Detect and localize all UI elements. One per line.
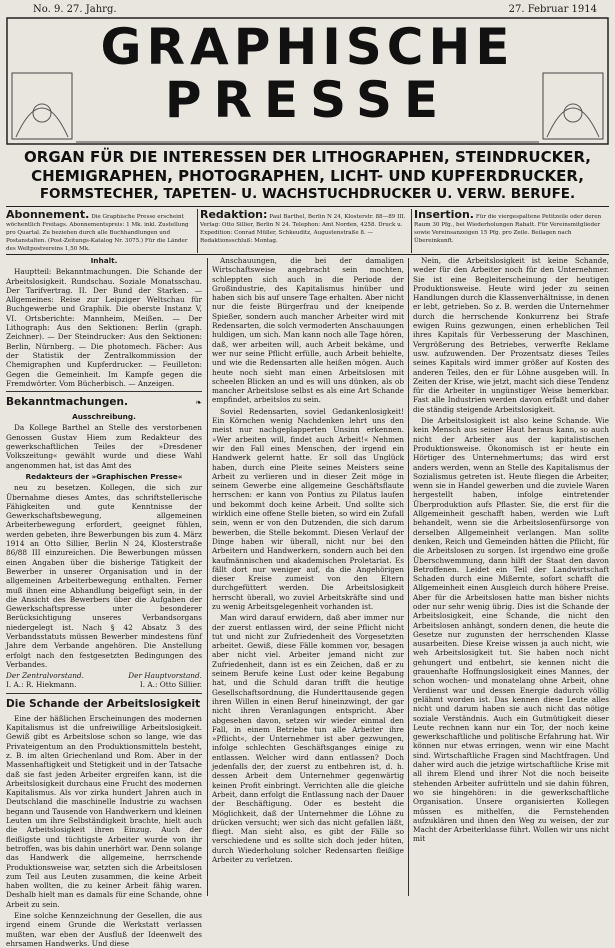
redaktion-text: Paul Barthel, Berlin N 24, Klosterstr. 88—89 III. Verlag: Otto Sillier, Berlin N 24. Telephon: Amt Norden, 4258. Druck u. Expedition: Conrad Müller, Schkeuditz, Augustenstraße 8. — Redaktionsschluß: Montag.	[200, 214, 406, 244]
schande-paragraph: Eine solche Kennzeichnung der Gesellen, die aus irgend einem Grunde die Werkstatt verlassen mußten, war eben der Ausfluß der Ideenwelt des ehrsamen Handwerks. Und diese	[6, 911, 202, 948]
article-paragraph: Nein, die Arbeitslosigkeit ist keine Schande, weder für den Arbeiter noch für den Unternehmer. Sie ist eine Begleiterscheinung der heutigen Produktionsweise. Heute wird jeder zu seinen Handlungen durch die Klassenverhältnisse, in denen er lebt, getrieben. So z. B. werden die Unternehmer durch die herrschende Konkurrenz bei Strafe ewigen Ruins gezwungen, einen erheblichen Teil ihres Kapitals für Verbesserung der Maschinen, Vergrößerung des Betriebes, verwerfte Reklame usw. aufzuwenden. Der Prozentsatz dieses Teiles seines Kapitals wird immer größer auf Kosten des anderen Teiles, den er für Löhne ausgeben will. In Zeiten der Krise, wie jetzt, macht sich diese Tendenz für die Arbeiter in ungünstiger Weise bemerkbar. Fast alle Industrien werden davon erfaßt und daher die ständig steigende Arbeitslosigkeit.	[413, 256, 609, 414]
redakteur-heading: Redakteurs der »Graphischen Presse«	[25, 471, 183, 481]
schande-paragraph: Eine der häßlichen Erscheinungen des modernen Kapitalismus ist die unfreiwillige Arbeitslosigkeit. Gewiß gibt es Arbeitslose schon so lange, wie das Privateigentum an den Produktionsmitteln besteht, z. B. im alten Griechenland und Rom. Aber in der Massenhaftigkeit und Stetigkeit und in der Tatsache daß sie fast jeden Arbeiter ergreifen kann, ist die Arbeitslosigkeit durchaus eine Frucht des modernen Kapitalismus. Als vor zirka hundert Jahren auch in Deutschland die maschinelle Industrie zu wachsen begann und Tausende von Handwerkern und kleinen Leuten um ihre Selbständigkeit brachte, hielt auch die Arbeitslosigkeit ihren Einzug. Auch der fleißigste und tüchtigste Arbeiter wurde von ihr betroffen, was bis dahin unerhört war. Denn solange das Handwerk die allgemeine, herrschende Produktionsweise war, setzten sich die Arbeitslosen zum Teil aus Leuten zusammen, die keine Arbeit haben wollten, die zu keiner Arbeit fähig waren. Deshalb hielt man es damals für eine Schande, ohne Arbeit zu sein.	[6, 713, 202, 909]
signature-hiekmann: I. A.: R. Hiekmann.	[6, 680, 77, 690]
issue-number: No. 9. 27. Jahrg.	[33, 4, 117, 15]
signature-zentralvorstand: Der Zentralvorstand.	[6, 671, 84, 681]
article-paragraph: Anschauungen, die bei der damaligen Wirtschaftsweise angebracht sein mochten, schleppten sich auch in die Periode der Großindustrie, des Kapitalismus hinüber und haben sich bis auf unsere Tage erhalten. Aber nicht nur die feiste Bürgerfrau und der kneipende Spießer, sondern auch mancher Arbeiter wird mit Redensarten, die solch vermoderten Anschauungen huldigen, um sich. Man kann noch alle Tage hören, daß, wer arbeiten will, auch Arbeit bekäme, und wer nur seine Pflicht erfülle, auch Arbeit behielte, und wie die Redensarten alle heißen mögen. Auch heute noch sieht man einen Arbeitslosen mit scheelen Blicken an und es will uns dünken, als ob mancher Arbeitslose selbst es als eine Art Schande empfindet, arbeitslos zu sein.	[212, 256, 404, 405]
insertion-heading: Insertion.	[414, 208, 474, 221]
article-paragraph: Man wird darauf erwidern, daß aber immer nur der zuerst entlassen wird, der seine Pflicht nicht tut und nicht zur Zufriedenheit des Vorgesetzten arbeitet. Gewiß, diese Fälle kommen vor, besagen aber nicht viel. Arbeiter jemand nicht zur Zufriedenheit, dann ist es ein Zeichen, daß er zu seinem Berufe keine Lust oder keine Begabung hat, und die Schuld daran trifft die heutige Gesellschaftsordnung, die Hunderttausende gegen ihren Willen in einen Beruf hineinzwingt, der gar nicht ihren Veranlagungen entspricht. Aber abgesehen davon, setzen wir wieder einmal den Fall, in einem Betriebe tun alle Arbeiter ihre »Pflicht«, der Unternehmer ist aber gezwungen, infolge schlechten Geschäftsganges einige zu entlassen. Welcher wird dann entlassen? Doch jedenfalls der, der zuerst zu entbehren ist, d. h. dessen Arbeit dem Unternehmer gegenwärtig keinen Profit einbringt. Verrichten alle die gleiche Arbeit, dann erfolgt die Entlassung nach der Dauer der Beschäftigung. Oder es besteht die Möglichkeit, daß der Unternehmer die Löhne zu drücken versucht; wer sich das nicht gefallen läßt, fliegt. Man sieht also, es gibt der Fälle so verschiedene und es sollte sich doch jeder hüten, durch Wiederholung solcher Redensarten fleißige Arbeiter zu verletzen.	[212, 613, 404, 864]
bekanntmachungen-heading	[6, 396, 202, 409]
abonnement-heading: Abonnement.	[6, 208, 90, 221]
bekanntmachungen-title: Bekanntmachungen.	[6, 396, 128, 409]
signature-row	[6, 680, 202, 689]
insertion-box	[414, 209, 610, 253]
article-paragraph: Soviel Redensarten, soviel Gedankenlosigkeit! Ein Körnchen wenig Nachdenken lehrt uns den meist nur nachgeplapperten Unsinn erkennen. »Wer arbeiten will, findet auch Arbeit!« Nehmen wir den Fall eines Menschen, der irgend ein Handwerk gelernt hatte. Er soll das Unglück haben, durch eine Pleite seines Meisters seine Arbeit zu verlieren und in dieser Zeit möge in seinem Gewerbe eine allgemeine Geschäftsflaute herrschen: er kann von Pontius zu Pilatus laufen und bekommt doch keine Arbeit. Und sollte sich wirklich eine offene Stelle bieten, so wird ein Zufall sein, wenn er von den Dutzenden, die sich darum bewerben, die Stelle bekommt. Diesen Verlauf der Dinge haben wir überall, nicht nur bei den Arbeitern und Handwerkern, sondern auch bei den kaufmännischen und akademischen Proletariat. Es fällt dort nur weniger auf, da die Angehörigen dieser Kreise zumeist von den Eltern durchgefüttert werden. Die Arbeitslosigkeit herrscht überall, wo zuviel Arbeitskräfte sind und zu wenig Arbeitsgelegenheit vorhanden ist.	[212, 406, 404, 611]
ausschreibung-heading: Ausschreibung.	[72, 412, 136, 422]
redaktion-box	[200, 209, 408, 253]
signature-row	[6, 671, 202, 680]
info-divider	[411, 209, 412, 253]
masthead-title-line2: PRESSE	[164, 71, 451, 129]
section-rule	[6, 391, 202, 392]
column-divider	[408, 258, 409, 896]
info-rule	[6, 254, 609, 255]
column-divider	[207, 258, 208, 896]
abonnement-text: Die Graphische Presse erscheint wöchentlich Freitags. Abonnementspreis: 1 Mk. inkl. Zustellung pro Quartal. Zu beziehen durch alle Buchhandlungen und Postanstalten. (Post-Zeitungs-Katalog Nr. 3075.) Für die Länder des Weltpostvereins 1,50 Mk.	[6, 214, 189, 252]
info-divider	[197, 209, 198, 253]
signature-hauptvorstand: Der Hauptvorstand.	[128, 671, 202, 681]
masthead-title-line1: GRAPHISCHE	[100, 18, 515, 76]
article-paragraph: Die Arbeitslosigkeit ist also keine Schande. Wie kein Mensch aus seiner Haut heraus kann, so auch nicht der Arbeiter aus der kapitalistischen Produktionsweise. Ökonomisch ist er heute ein Hörtiger des Unternehmertums; das wird erst anders werden, wenn an Stelle des Kapitalismus der Sozialismus getreten ist. Heute fliegen die Arbeiter, wenn sie in Handel gewerben und die zuviele Waren hergestellt haben, infolge eintretender Überproduktion aufs Pflaster. Sie, die erst für die Allgemeinheit geschafft haben, werden wie Luft behandelt, wenn sie die Arbeitslosenfürsorge von derselben Allgemeinheit verlangen. Man sollte denken, Reich und Gemeinden hätten die Pflicht, für die Arbeitslosen zu sorgen. Ist irgendwo eine große Überschwemmung, dann hilft der Staat den davon Betroffenen. Leidet ein Teil der Landwirtschaft Schaden durch eine Mißernte, sofort schafft die Allgemeinheit einen Ausgleich durch höhere Preise. Aber für die Arbeitslosen hatte man bisher nichts oder nur sehr wenig übrig. Dies ist die Schande der Arbeitslosigkeit, eine Schande, die nicht den Arbeitslosen anhängt, sondern denen, die heute die Gesetze nur zugunsten der herrschenden Klasse ausarbeiten. Diese Kreise wissen ja auch nicht, wie weh Arbeitslosigkeit tut. Sie haben noch nicht gehungert und entbehrt, sie kennen nicht die grauenhafte Hoffnungslosigkeit eines Mannes, der schon wochen- und monatelang ohne Arbeit, ohne Verdienst war und dessen Energie dadurch völlig gelähmt worden ist. Das kennen diese Leute alles nicht und darum haben sie auch nicht das nötige soziale Verständnis. Auch ein Gutmütigkeit dieser Leute rechnen kann nur ein Tor, der noch keine gewerkschaftliche und politische Erfahrung hat. Wir können nur etwas erringen, wenn wir eine Macht sind. Wirtschaftliche Fragen sind Machtfragen. Und daher wird auch die jetzige wirtschaftliche Krise mit all ihrem Elend und ihrer Not die noch beiseite stehenden Arbeiter aufrütteln und sie dahin führen, wo sie hingehören: in die gewerkschaftliche Organisation. Unsere organisierten Kollegen müssen es mithelfen, die Fernstehenden aufzuklären und ihnen den Weg zu weisen, der zur Macht der Arbeiterklasse führt. Wollen wir uns nicht mit	[413, 416, 609, 844]
abonnement-box	[6, 209, 194, 253]
ausschreibung-text: Da Kollege Barthel an Stelle des verstorbenen Genossen Gustav Hiem zum Redakteur des gewerkschaftlichen Teiles der »Dresdener Volkszeitung« gewählt wurde und diese Wahl angenommen hat, ist das Amt des	[6, 423, 202, 470]
subtitle-line-2: CHEMIGRAPHEN, PHOTOGRAPHEN, LICHT- UND KUPFERDRUCKER,	[31, 167, 584, 185]
schande-heading: Die Schande der Arbeitslosigkeit	[6, 697, 201, 710]
signature-sillier: I. A.: Otto Sillier.	[139, 680, 202, 690]
issue-date: 27. Februar 1914	[508, 4, 597, 15]
top-rule	[6, 206, 609, 207]
column-1	[6, 256, 202, 948]
inhalt-heading: Inhalt.	[90, 256, 118, 265]
section-rule	[6, 693, 202, 694]
column-2	[212, 256, 404, 896]
masthead	[6, 17, 609, 145]
column-3	[413, 256, 609, 896]
subtitle-line-3: FORMSTECHER, TAPETEN- U. WACHSTUCHDRUCKER U. VERW. BERUFE.	[39, 186, 576, 202]
ornament-icon: ❧	[195, 398, 202, 408]
subtitle-line-1: ORGAN FÜR DIE INTERESSEN DER LITHOGRAPHEN, STEINDRUCKER,	[24, 148, 591, 166]
redaktion-heading: Redaktion:	[200, 208, 268, 221]
redakteur-text: neu zu besetzen. Kollegen, die sich zur Übernahme dieses Amtes, das schriftstellerische Fähigkeiten und gute Kenntnisse der Gewerkschaftsbewegung, allgemeinen Arbeiterbewegung erfordert, geeignet fühlen, werden gebeten, ihre Bewerbungen bis zum 4. März 1914 an Otto Sillier, Berlin N 24, Klosterstraße 86/88 III einzureichen. Die Bewerbungen müssen einen Angaben über die bisherige Tätigkeit der Bewerber in unserer Organisation und in der allgemeinen Arbeiterbewegung enthalten. Ferner muß ihnen eine Abhandlung beigefügt sein, in der die Ansicht des Bewerbers über die Aufgaben der Gewerkschaftspresse unter besonderer Berücksichtigung unseres Verbandsorgans niedergelegt ist. Nach § 42 Absatz 3 des Verbandsstatuts müssen Bewerber mindestens fünf Jahre dem Verbande angehören. Die Anstellung erfolgt nach den festgesetzten Bedingungen des Verbandes.	[6, 483, 202, 669]
insertion-text: Für die viergespaltene Petitzeile oder deren Raum 30 Pfg., bei Wiederholungen Rabatt. Für Vereinsmitglieder sowie Vereinsanzeigen 15 Pfg. pro Zeile. Beilagen nach Übereinkunft.	[414, 214, 602, 244]
inhalt-text: Hauptteil: Bekanntmachungen. Die Schande der Arbeitslosigkeit. Rundschau. Soziale Monatsschau. Der Tarifvertrag. II. Der Bund der Starken. — Allgemeines: Reise zur Leipziger Weltschau für Buchgewerbe und Graphik. Die oberste Instanz V, VI. Ortsberichte: Mannheim, Meißen. — Der Lithograph: Aus den Sektionen: Berlin (graph. Zeichner). — Der Steindrucker: Aus den Sektionen: Berlin, Nürnberg. — Die photomech. Fächer: Aus der Statistik der Zentralkommission der Chemigraphen und Kupferdrucker. — Feuilleton: Gegen die Gemeinheit. Im Kampfe gegen die Fremdwörter. Vom Bücherbisch. — Anzeigen.	[6, 267, 202, 388]
